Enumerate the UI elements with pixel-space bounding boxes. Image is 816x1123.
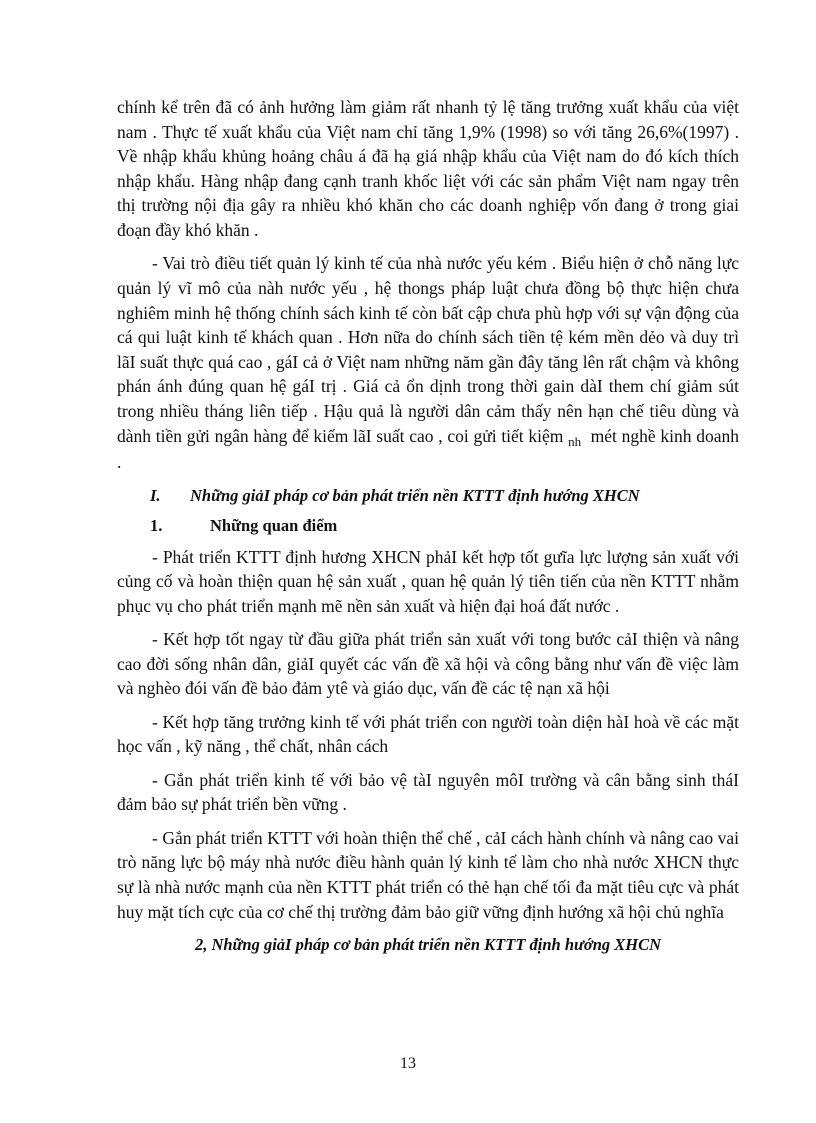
page-number: 13 [400,1055,416,1072]
section-heading-1-title: Những giảI pháp cơ bản phát triển nền KTTT định hướng XHCN [190,485,640,505]
subsection-heading-1-number: 1. [150,516,163,536]
paragraph-7: - Gắn phát triển KTTT với hoàn thiện thể chế , cảI cách hành chính và nâng cao vai trò năng lực bộ máy nhà nước điều hành quản lý kinh tế làm cho nhà nước XHCN thực sự là nhà nước mạnh của nền KTTT phát triển có thẻ hạn chế tối đa mặt tiêu cực và phát huy mặt tích cực của cơ chế thị trường đảm bảo giữ vững định hướng xã hội chủ nghĩa [117,827,739,922]
paragraph-2-end: mét nghề kinh doanh . [117,425,740,473]
paragraph-2-subscript: nh [568,433,582,449]
paragraph-6: - Gắn phát triển kinh tế với bảo vệ tàI nguyên môI trường và cân bằng sinh tháI đảm bảo sự phát triển bền vững . [117,769,739,815]
subsection-heading-1 [117,514,739,539]
paragraph-1: chính kể trên đã có ảnh hưởng làm giảm rất nhanh tỷ lệ tăng trưởng xuất khẩu của việt nam . Thực tế xuất khẩu của Việt nam chỉ tăng 1,9% (1998) so với tăng 26,6%(1997) . Về nhập khẩu khủng hoảng châu á đã hạ giá nhập khẩu của Việt nam do đó kích thích nhập khẩu. Hàng nhập đang cạnh tranh khốc liệt với các sản phẩm Việt nam ngay trên thị trường nội địa gây ra nhiều khó khăn cho các doanh nghiệp vốn đang ở trong giai đoạn đầy khó khăn . [117,97,739,240]
section-heading-2: 2, Những giảI pháp cơ bản phát triển nền KTTT định hướng XHCN [194,934,662,954]
section-heading-1 [117,484,739,509]
paragraph-5: - Kết hợp tăng trưởng kinh tế với phát triển con người toàn diện hàI hoà về các mặt học vấn , kỹ năng , thể chất, nhân cách [117,711,739,757]
paragraph-3: - Phát triển KTTT định hương XHCN phảI kết hợp tốt gưĩa lực lượng sản xuất với củng cố và hoàn thiện quan hệ sản xuất , quan hệ quản lý tiên tiến của nền KTTT nhằm phục vụ cho phát triển mạnh mẽ nền sản xuất và hiện đại hoá đất nước . [117,546,739,616]
paragraph-4: - Kết hợp tốt ngay từ đầu giữa phát triển sản xuất với tong bước cảI thiện và nâng cao đời sống nhân dân, giảI quyết các vấn đề xã hội và công bằng như vấn đề việc làm và nghèo đói vấn đề bảo đảm ytê và giáo dục, vấn đề các tệ nạn xã hội [117,629,739,699]
paragraph-2-text: - Vai trò điều tiết quản lý kinh tế của nhà nước yếu kém . Biểu hiện ở chỗ năng lực quản lý vĩ mô của nàh nước yếu , hệ thongs pháp luật chưa đồng bộ thực hiện chưa nghiêm minh hệ thống chính sách kinh tế còn bất cập chưa phù hợp với sự vận động của cá qui luật kinh tế khách quan . Hơn nữa do chính sách tiền tệ kém mền dẻo và duy trì lãI suất thực quá cao , gáI cả ở Việt nam những năm gần đây tăng lên rất chậm và không phán ánh đúng quan hệ gáI trị . Giá cả ổn dịnh trong thời gain dàI them chí giảm sút trong nhiều tháng liên tiếp . Hậu quả là người dân cảm thấy nên hạn chế tiêu dùng và dành tiền gửi ngân hàng để kiếm lãI suất cao , coi gửi tiết kiệm [117,253,739,446]
page-body [117,95,739,964]
section-heading-1-number: I. [150,485,161,505]
subsection-heading-1-title: Những quan điểm [210,516,338,536]
paragraph-2 [117,251,739,474]
